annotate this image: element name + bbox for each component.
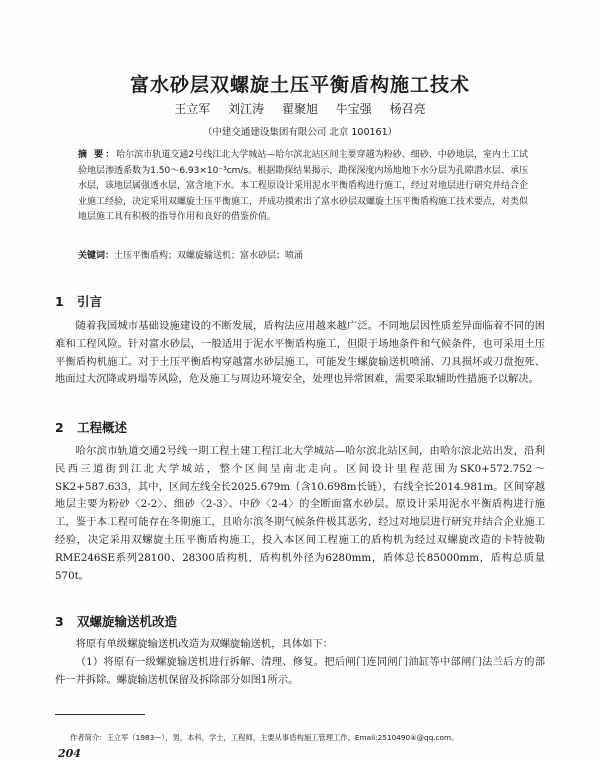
section-title: 工程概述: [77, 420, 128, 435]
section-1-paragraph: 随着我国城市基础设施建设的不断发展，盾构法应用越来越广泛。不同地层因性质差异面临着不同的困难和工程风险。针对富水砂层，一般适用于泥水平衡盾构施工，但限于场地条件和气候条件，也可采用土压平衡盾构机施工。对于土压平衡盾构穿越富水砂层施工，可能发生螺旋输送机喷涌、刀具损坏或刀盘抱死、地面过大沉降或坍塌等风险，危及施工与周边环境安全，处理也异常困难，需要采取辅助性措施予以解决。: [55, 320, 545, 386]
author-footnote: 作者简介：王立军（1983—），男，本科，学士，工程师，主要从事盾构施工管理工作。Email:2510490④@qq.com。: [70, 733, 459, 742]
section-2-paragraph: 哈尔滨市轨道交通2号线一期工程土建工程江北大学城站—哈尔滨北站区间，由哈尔滨北站出发，沿利民西三道街到江北大学城站，整个区间呈南北走向。区间设计里程范围为SK0+572.752～SK2+587.633，其中，区间左线全长2025.679m（含10.698m长链），右线全长2014.981m。区间穿越地层主要为粉砂〈2-2〉、细砂〈2-3〉、中砂〈2-4〉的全断面富水砂层。原设计采用泥水平衡盾构进行施工，鉴于本工程可能存在冬期施工，且哈尔滨冬期气候条件极其恶劣，经过对地层进行研究并结合企业施工经验，决定采用双螺旋土压平衡盾构施工，投入本区间工程施工的盾构机为经过双螺旋改造的卡特彼勒RME246SE系列28100、28300盾构机，盾构机外径为6280mm，盾体总长85000mm，盾构总质量570t。: [55, 445, 545, 582]
section-heading-2: [55, 418, 127, 436]
abstract-block: [78, 148, 528, 226]
keywords-block: [78, 249, 528, 264]
section-3-paragraph-2: （1）将原有一级螺旋输送机进行拆解、清理、修复。把后闸门连同闸门油缸等中部闸门法兰后方的部件一并拆除。螺旋输送机保留及拆除部分如图1所示。: [55, 656, 545, 686]
section-number: 2: [55, 420, 64, 435]
section-title: 双螺旋输送机改造: [77, 614, 178, 629]
abstract-label: 摘 要：: [78, 150, 117, 160]
abstract-text: 哈尔滨市轨道交通2号线江北大学城站—哈尔滨北站区间主要穿越为粉砂、细砂、中砂地层，室内土工试验地层渗透系数为1.50～6.93×10⁻³cm/s。根据勘探结果揭示，勘探深度内场地地下水分层为孔隙潜水层、承压水层，该地层属强透水层，富含地下水。本工程原设计采用泥水平衡盾构进行施工，经过对地层进行研究并结合企业施工经验，决定采用双螺旋土压平衡施工，并成功摸索出了富水砂层双螺旋土压平衡盾构施工技术要点，对类似地层施工具有积极的指导作用和良好的借鉴价值。: [78, 150, 529, 222]
section-number: 3: [55, 614, 64, 629]
section-heading-1: [55, 292, 102, 310]
paper-affiliation: （中建交通建设集团有限公司 北京 100161）: [202, 127, 398, 138]
section-number: 1: [55, 294, 64, 309]
section-3-paragraph-1: 将原有单级螺旋输送机改造为双螺旋输送机，具体如下：: [75, 638, 334, 650]
footnote-divider: [55, 714, 145, 715]
keywords-label: 关键词：: [78, 251, 115, 261]
keywords-text: 土压平衡盾构；双螺旋输送机；富水砂层；喷涌: [114, 251, 304, 261]
section-heading-3: [55, 612, 177, 630]
paper-title: 富水砂层双螺旋土压平衡盾构施工技术: [129, 74, 470, 96]
paper-authors: 王立军 刘江涛 翟聚旭 牛宝强 杨召亮: [174, 102, 426, 116]
page-number: 204: [58, 747, 81, 760]
section-title: 引言: [77, 294, 103, 309]
